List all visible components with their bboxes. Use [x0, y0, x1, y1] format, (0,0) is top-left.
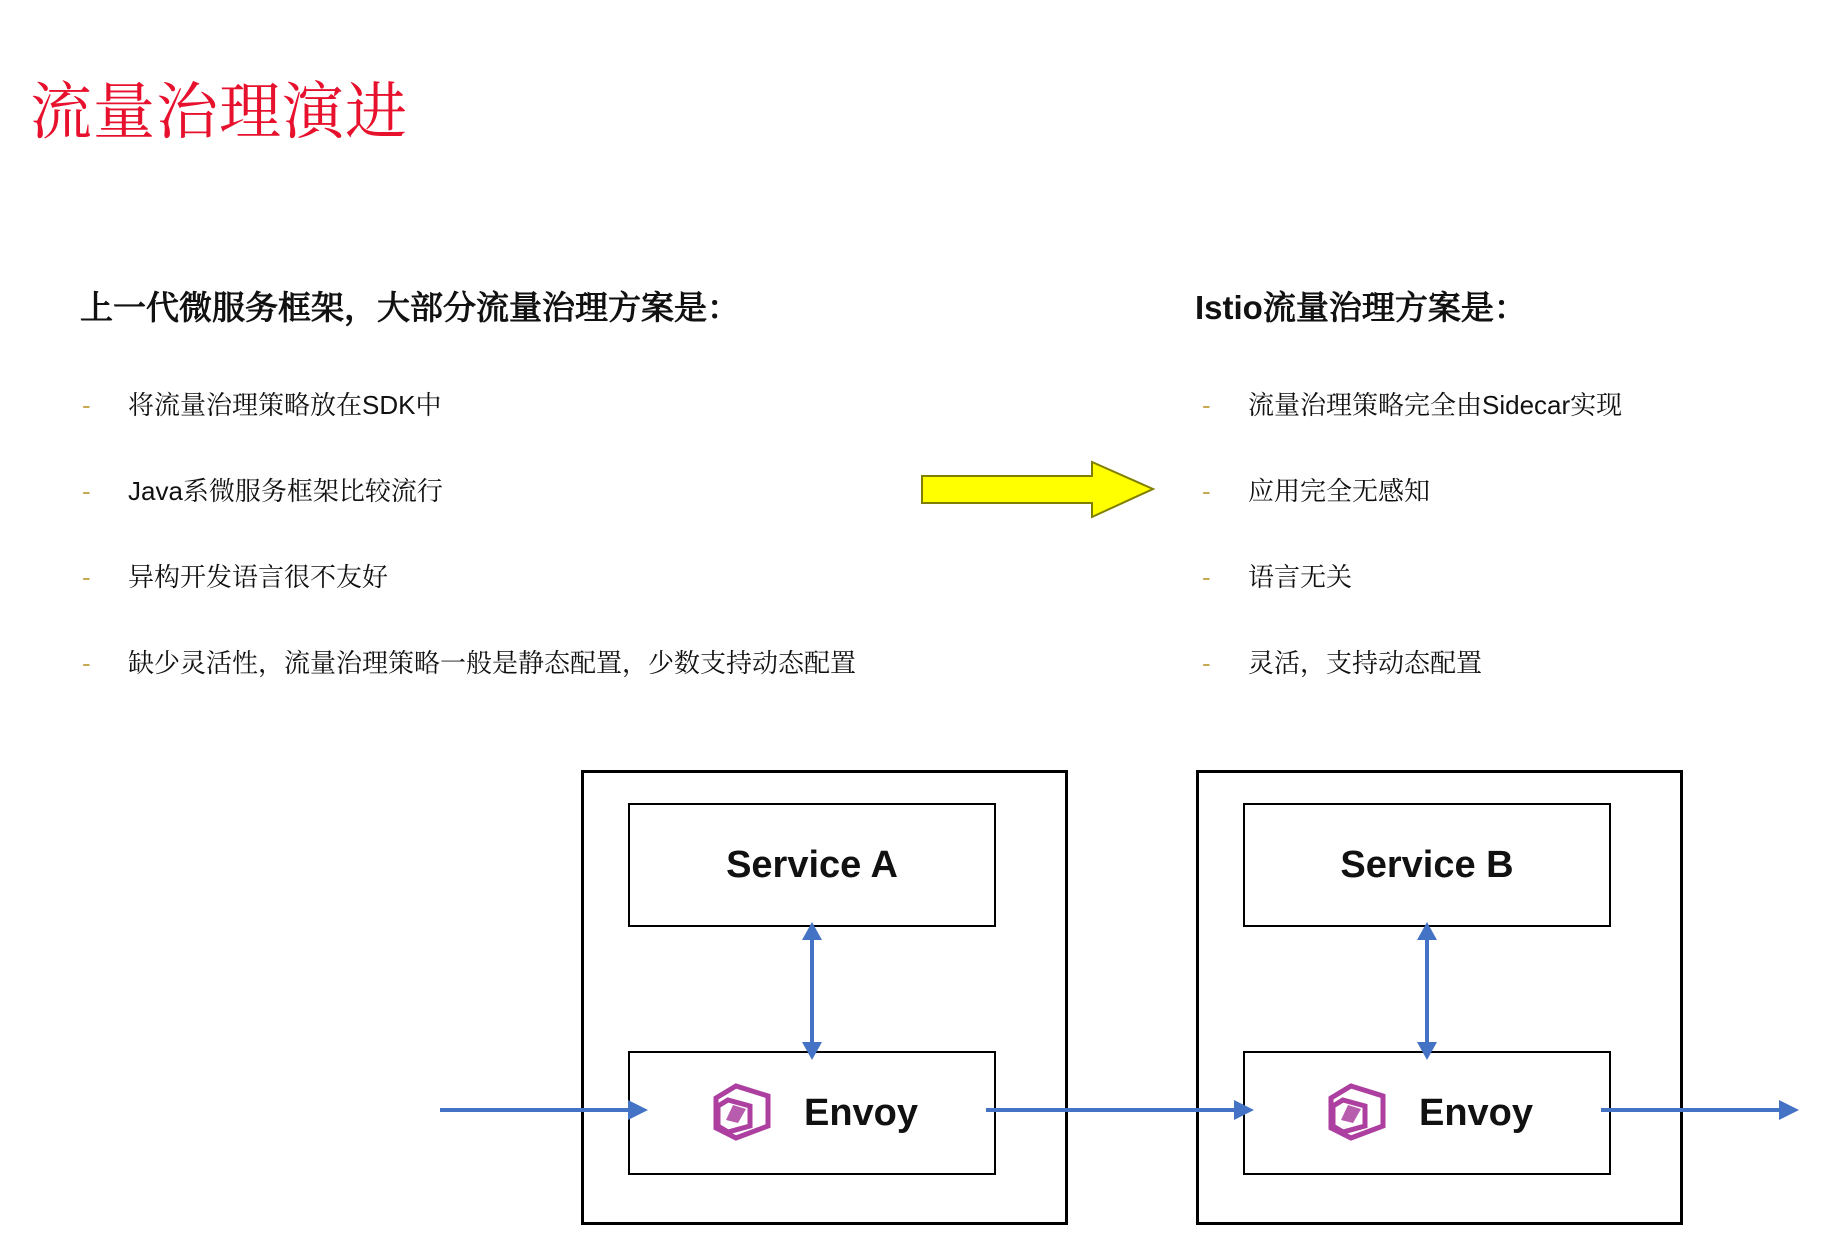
service-a-label: Service A — [726, 843, 898, 886]
left-bullet-list — [60, 378, 1110, 722]
bullet-marker-icon: - — [1202, 648, 1211, 678]
bullet-marker-icon: - — [82, 562, 91, 592]
list-item — [1180, 636, 1800, 690]
service-b-label: Service B — [1340, 843, 1514, 886]
page-title: 流量治理演进 — [30, 75, 409, 148]
list-item-label: 灵活，支持动态配置 — [1248, 648, 1483, 678]
list-item-label: 应用完全无感知 — [1248, 476, 1431, 506]
right-column-heading: Istio流量治理方案是： — [1195, 289, 1527, 326]
envoy-a-box — [628, 1051, 996, 1175]
envoy-a-content — [706, 1082, 918, 1144]
service-b-box — [1243, 803, 1611, 927]
bullet-marker-icon: - — [1202, 476, 1211, 506]
list-item — [60, 378, 1110, 432]
envoy-a-to-envoy-b-arrow — [986, 1090, 1256, 1130]
envoy-logo-icon — [706, 1082, 778, 1144]
list-item — [60, 636, 1110, 690]
envoy-b-box — [1243, 1051, 1611, 1175]
left-column-heading: 上一代微服务框架，大部分流量治理方案是： — [80, 289, 740, 326]
bullet-marker-icon: - — [82, 476, 91, 506]
list-item-label: 异构开发语言很不友好 — [128, 562, 389, 592]
bullet-marker-icon: - — [1202, 390, 1211, 420]
outbound-arrow — [1601, 1090, 1801, 1130]
list-item-label: 语言无关 — [1248, 562, 1353, 592]
bullet-marker-icon: - — [82, 390, 91, 420]
envoy-b-label: Envoy — [1418, 1091, 1534, 1134]
service-a-box — [628, 803, 996, 927]
service-b-sidecar-link — [1407, 922, 1447, 1060]
right-bullet-list — [1180, 378, 1800, 722]
envoy-logo-icon — [1321, 1082, 1393, 1144]
service-a-sidecar-link — [792, 922, 832, 1060]
right-arrow-icon — [922, 462, 1154, 518]
bullet-marker-icon: - — [1202, 562, 1211, 592]
list-item — [1180, 378, 1800, 432]
bullet-marker-icon: - — [82, 648, 91, 678]
envoy-a-label: Envoy — [803, 1091, 919, 1134]
envoy-b-content — [1321, 1082, 1533, 1144]
list-item-label: 将流量治理策略放在SDK中 — [128, 390, 442, 420]
list-item-label: Java系微服务框架比较流行 — [128, 476, 443, 506]
list-item-label: 缺少灵活性，流量治理策略一般是静态配置，少数支持动态配置 — [128, 648, 857, 678]
list-item — [1180, 464, 1800, 518]
list-item-label: 流量治理策略完全由Sidecar实现 — [1248, 390, 1623, 420]
inbound-arrow — [440, 1090, 650, 1130]
list-item — [1180, 550, 1800, 604]
list-item — [60, 550, 1110, 604]
